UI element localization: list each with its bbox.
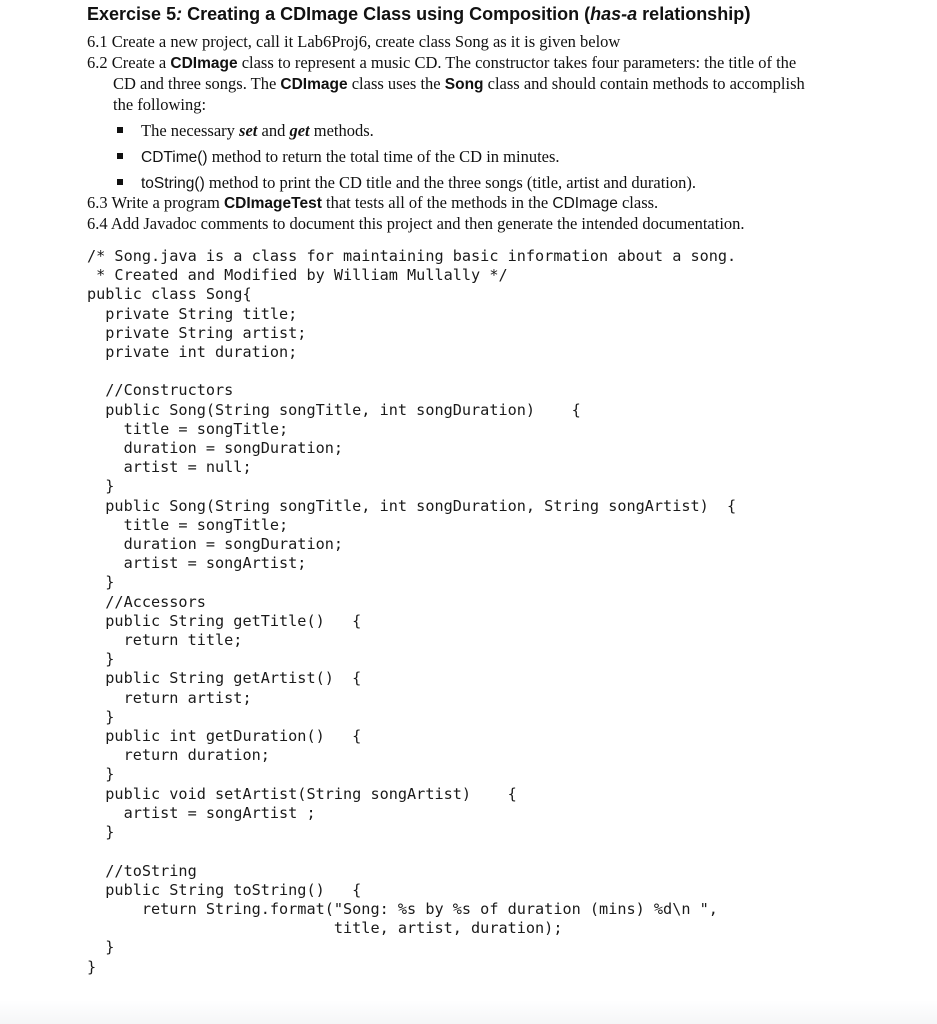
step-6-1: 6.1 Create a new project, call it Lab6Proj6, create class Song as it is given below: [87, 32, 621, 51]
cdimage-term: CDImage: [552, 195, 618, 212]
exercise-title-emphasis: has-a: [590, 4, 638, 24]
page-bottom-edge: [0, 1000, 937, 1024]
step-6-2-line-1: [87, 52, 796, 74]
get-term: get: [289, 121, 310, 140]
set-term: set: [239, 121, 258, 140]
bullet-marker: [117, 153, 123, 159]
bullet-cdtime: [141, 146, 560, 168]
bullet-set-get: [141, 120, 374, 141]
bullet3-text: method to print the CD title and the three songs (title, artist and duration).: [204, 173, 696, 192]
step-6-3-e: class.: [617, 193, 659, 212]
bullet1-text-e: methods.: [309, 121, 374, 140]
exercise-title-end: relationship: [637, 4, 745, 24]
exercise-title: [87, 4, 751, 26]
bullet-marker: [117, 127, 123, 133]
exercise-title-main: Creating a CDImage Class using Composition (: [182, 4, 591, 24]
step-6-2-line-2: [113, 73, 805, 95]
bullet-marker: [117, 179, 123, 185]
tostring-term: toString(): [141, 175, 205, 192]
bullet1-text-a: The necessary: [141, 121, 240, 140]
step-6-2-line-3: the following:: [113, 95, 207, 114]
step-6-2-l2-e: class and should contain methods to accomplish: [483, 74, 805, 93]
step-6-3-a: 6.3 Write a program: [87, 193, 224, 212]
cdtime-term: CDTime(): [141, 149, 208, 166]
exercise-label: Exercise 5: [87, 4, 177, 24]
song-java-code: /* Song.java is a class for maintaining basic information about a song. * Created and Modified by William Mullally */ public class Song{ private String title; private String artist; private int duration; //Constructors public Song(String songTitle, int songDuration) { title = songTitle; duration = songDuration; artist = null; } public Song(String songTitle, int songDuration, String songArtist) { title = songTitle; duration = songDuration; artist = songArtist; } //Accessors public String getTitle() { return title; } public String getArtist() { return artist; } public int getDuration() { return duration; } public void setArtist(String songArtist) { artist = songArtist ; } //toString public String toString() { return String.format("Song: %s by %s of duration (mins) %d\n ", title, artist, duration); } }: [87, 247, 737, 976]
cdimage-term: CDImage: [280, 76, 348, 93]
cdimage-term: CDImage: [170, 55, 238, 72]
step-6-2-l2-c: class uses the: [347, 74, 445, 93]
step-6-2-rest: class to represent a music CD. The constructor takes four parameters: the title of the: [237, 53, 797, 72]
exercise-colon: :: [176, 4, 183, 24]
exercise-title-close: ): [744, 4, 751, 25]
step-6-2-l2-a: CD and three songs. The: [113, 74, 281, 93]
step-6-4: 6.4 Add Javadoc comments to document this project and then generate the intended documentation.: [87, 214, 745, 233]
bullet2-text: method to return the total time of the CD in minutes.: [207, 147, 560, 166]
song-term: Song: [444, 76, 484, 93]
step-6-3: [87, 192, 658, 214]
bullet1-text-c: and: [257, 121, 290, 140]
cdimagetest-term: CDImageTest: [223, 195, 322, 212]
step-6-3-c: that tests all of the methods in the: [321, 193, 553, 212]
step-6-2-prefix: 6.2 Create a: [87, 53, 171, 72]
bullet-tostring: [141, 172, 696, 194]
